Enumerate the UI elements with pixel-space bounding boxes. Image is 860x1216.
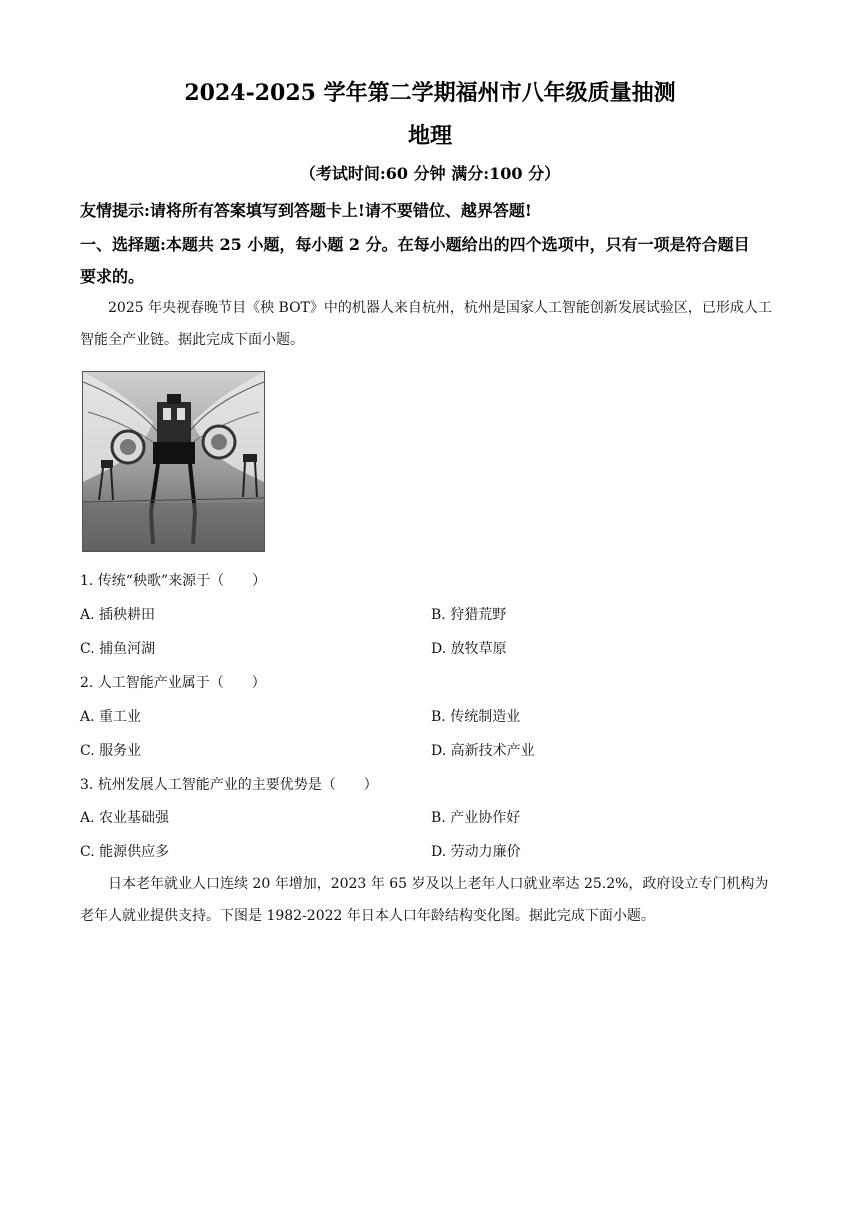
q2-option-c: C. 服务业 xyxy=(80,743,142,759)
q1-option-d: D. 放牧草原 xyxy=(431,641,507,657)
subject-title: 地理 xyxy=(407,123,452,149)
q2-option-b: B. 传统制造业 xyxy=(431,709,521,725)
q2-option-a: A. 重工业 xyxy=(80,709,142,725)
q1-option-c: C. 捕鱼河湖 xyxy=(80,641,156,657)
q1-option-b: B. 狩猎荒野 xyxy=(431,607,507,623)
q1-option-a: A. 插秧耕田 xyxy=(80,607,156,623)
q3-option-a: A. 农业基础强 xyxy=(80,810,170,826)
q3-option-b: B. 产业协作好 xyxy=(431,810,521,826)
exam-info: （考试时间:60 分钟 满分:100 分） xyxy=(299,164,561,183)
passage-1: 2025 年央视春晚节目《秧 BOT》中的机器人来自杭州，杭州是国家人工智能创新发展试验区，已形成人工智能全产业链。据此完成下面小题。 xyxy=(80,300,772,348)
section-heading-cont: 要求的。 xyxy=(80,267,145,286)
q3-option-d: D. 劳动力廉价 xyxy=(431,844,521,860)
section-heading: 一、选择题:本题共 25 小题，每小题 2 分。在每小题给出的四个选项中，只有一项是符合题目 xyxy=(80,235,750,254)
question-3-stem: 3. 杭州发展人工智能产业的主要优势是（ ） xyxy=(80,777,378,793)
q3-option-c: C. 能源供应多 xyxy=(80,844,170,860)
exam-title: 2024-2025 学年第二学期福州市八年级质量抽测 xyxy=(184,80,676,106)
robot-performance-photo xyxy=(82,371,265,552)
question-2-stem: 2. 人工智能产业属于（ ） xyxy=(80,675,266,691)
passage-2: 日本老年就业人口连续 20 年增加，2023 年 65 岁及以上老年人口就业率达 25.2%，政府设立专门机构为老年人就业提供支持。下图是 1982-2022 年日本人口年龄结构变化图。据此完成下面小题。 xyxy=(80,876,769,924)
notice-text: 友情提示:请将所有答案填写到答题卡上!请不要错位、越界答题! xyxy=(80,201,532,220)
question-1-stem: 1. 传统“秧歌”来源于（ ） xyxy=(80,573,267,589)
q2-option-d: D. 高新技术产业 xyxy=(431,743,535,759)
